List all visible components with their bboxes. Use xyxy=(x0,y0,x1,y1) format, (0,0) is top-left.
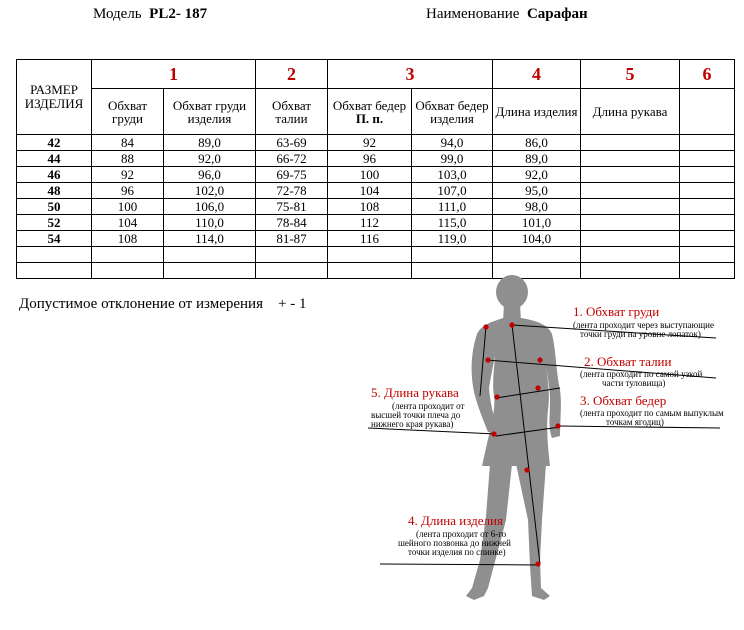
col-header xyxy=(680,89,735,135)
size-cell: 48 xyxy=(17,183,92,199)
value-cell: 95,0 xyxy=(493,183,581,199)
value-cell xyxy=(581,135,680,151)
label-note: точки изделия по спинке) xyxy=(408,547,506,557)
value-cell xyxy=(581,247,680,263)
size-cell: 50 xyxy=(17,199,92,215)
label-note: точкам ягодиц) xyxy=(606,417,664,427)
value-cell: 96,0 xyxy=(164,167,256,183)
marker-dot xyxy=(535,561,540,566)
value-cell: 89,0 xyxy=(493,151,581,167)
marker-dot xyxy=(485,357,490,362)
value-cell: 98,0 xyxy=(493,199,581,215)
col-number: 1 xyxy=(92,60,256,89)
label-note: высшей точки плеча до xyxy=(371,410,461,420)
value-cell: 86,0 xyxy=(493,135,581,151)
marker-dot xyxy=(524,467,529,472)
value-cell xyxy=(680,215,735,231)
marker-dot xyxy=(494,394,499,399)
value-cell: 110,0 xyxy=(164,215,256,231)
value-cell xyxy=(581,167,680,183)
value-cell: 112 xyxy=(328,215,412,231)
label-title: 1. Обхват груди xyxy=(573,304,660,319)
model-value: PL2- 187 xyxy=(149,6,208,22)
value-cell: 116 xyxy=(328,231,412,247)
value-cell xyxy=(581,183,680,199)
value-cell xyxy=(680,199,735,215)
col-header-hips xyxy=(328,89,412,135)
value-cell xyxy=(412,247,493,263)
marker-dot xyxy=(483,324,488,329)
label-sleeve xyxy=(371,385,465,429)
size-cell: 52 xyxy=(17,215,92,231)
value-cell xyxy=(493,247,581,263)
marker-dot xyxy=(509,322,514,327)
value-cell: 107,0 xyxy=(412,183,493,199)
value-cell xyxy=(680,135,735,151)
value-cell xyxy=(164,247,256,263)
table-body xyxy=(17,135,735,279)
value-cell xyxy=(581,231,680,247)
value-cell: 69-75 xyxy=(256,167,328,183)
value-cell xyxy=(92,247,164,263)
label-note: (лента проходит через выступающие xyxy=(573,320,714,330)
value-cell: 119,0 xyxy=(412,231,493,247)
label-title: 3. Обхват бедер xyxy=(580,393,667,408)
label-note: шейного позвонка до нижней xyxy=(398,538,511,548)
tolerance-label: Допустимое отклонение от измерения xyxy=(19,296,263,312)
label-title: 2. Обхват талии xyxy=(584,354,672,369)
value-cell xyxy=(680,231,735,247)
model-header xyxy=(93,6,207,23)
size-header: РАЗМЕР ИЗДЕЛИЯ xyxy=(17,60,92,135)
value-cell: 100 xyxy=(92,199,164,215)
label-note: нижнего края рукава) xyxy=(371,419,454,429)
value-cell: 99,0 xyxy=(412,151,493,167)
value-cell: 115,0 xyxy=(412,215,493,231)
table-row xyxy=(17,215,735,231)
value-cell: 63-69 xyxy=(256,135,328,151)
size-cell: 42 xyxy=(17,135,92,151)
col-header: Обхват бедер xyxy=(332,97,407,113)
table-row xyxy=(17,247,735,263)
size-cell: 46 xyxy=(17,167,92,183)
value-cell: 96 xyxy=(328,151,412,167)
value-cell: 101,0 xyxy=(493,215,581,231)
label-note: точки груди на уровне лопаток) xyxy=(580,329,701,339)
col-number: 4 xyxy=(493,60,581,89)
value-cell: 108 xyxy=(328,199,412,215)
value-cell: 114,0 xyxy=(164,231,256,247)
col-header: Обхват талии xyxy=(256,89,328,135)
marker-dot xyxy=(537,357,542,362)
value-cell: 84 xyxy=(92,135,164,151)
label-note: (лента проходит от xyxy=(392,401,465,411)
value-cell: 92 xyxy=(92,167,164,183)
size-cell: 44 xyxy=(17,151,92,167)
value-cell: 100 xyxy=(328,167,412,183)
value-cell xyxy=(581,151,680,167)
marker-dot xyxy=(555,423,560,428)
tolerance-value: + - 1 xyxy=(277,296,307,312)
name-header xyxy=(426,6,588,23)
value-cell xyxy=(680,167,735,183)
value-cell: 94,0 xyxy=(412,135,493,151)
size-cell xyxy=(17,247,92,263)
value-cell: 89,0 xyxy=(164,135,256,151)
col-number: 5 xyxy=(581,60,680,89)
value-cell: 106,0 xyxy=(164,199,256,215)
value-cell: 104 xyxy=(92,215,164,231)
value-cell: 88 xyxy=(92,151,164,167)
label-length xyxy=(398,513,511,557)
length-leader-line xyxy=(380,564,540,565)
name-value: Сарафан xyxy=(526,6,588,22)
value-cell: 66-72 xyxy=(256,151,328,167)
name-label: Наименование xyxy=(426,6,520,22)
value-cell xyxy=(680,151,735,167)
label-waist xyxy=(580,354,703,388)
label-hips xyxy=(580,393,724,427)
marker-dot xyxy=(535,385,540,390)
col-number: 2 xyxy=(256,60,328,89)
marker-dot xyxy=(491,431,496,436)
value-cell xyxy=(328,247,412,263)
value-cell: 78-84 xyxy=(256,215,328,231)
measurement-figure xyxy=(0,270,744,630)
value-cell: 92,0 xyxy=(164,151,256,167)
value-cell: 75-81 xyxy=(256,199,328,215)
value-cell xyxy=(680,247,735,263)
label-note: (лента проходит по самым выпуклым xyxy=(580,408,724,418)
value-cell: 108 xyxy=(92,231,164,247)
label-note: (лента проходит по самой узкой xyxy=(580,369,703,379)
col-header: Длина рукава xyxy=(581,89,680,135)
value-cell xyxy=(581,215,680,231)
value-cell: 81-87 xyxy=(256,231,328,247)
col-header: Длина изделия xyxy=(493,89,581,135)
label-title: 4. Длина изделия xyxy=(408,513,503,528)
label-note: части туловища) xyxy=(602,378,666,388)
right-leg-shape xyxy=(516,464,550,600)
size-table xyxy=(16,59,735,279)
col-number: 3 xyxy=(328,60,493,89)
table-row xyxy=(17,151,735,167)
col-header: Обхват бедер изделия xyxy=(412,89,493,135)
table-row xyxy=(17,183,735,199)
col-header-note: П. п. xyxy=(355,110,384,126)
col-header: Обхват груди изделия xyxy=(164,89,256,135)
value-cell: 104 xyxy=(328,183,412,199)
table-row xyxy=(17,231,735,247)
value-cell xyxy=(256,247,328,263)
value-cell: 72-78 xyxy=(256,183,328,199)
label-title: 5. Длина рукава xyxy=(371,385,459,400)
col-number: 6 xyxy=(680,60,735,89)
value-cell: 102,0 xyxy=(164,183,256,199)
value-cell: 96 xyxy=(92,183,164,199)
value-cell xyxy=(581,199,680,215)
size-cell: 54 xyxy=(17,231,92,247)
label-chest xyxy=(573,304,714,339)
table-row xyxy=(17,135,735,151)
value-cell: 92,0 xyxy=(493,167,581,183)
value-cell: 111,0 xyxy=(412,199,493,215)
table-row xyxy=(17,199,735,215)
value-cell xyxy=(680,183,735,199)
value-cell: 103,0 xyxy=(412,167,493,183)
col-header: Обхват груди xyxy=(92,89,164,135)
table-row xyxy=(17,167,735,183)
model-label: Модель xyxy=(93,6,142,22)
value-cell: 104,0 xyxy=(493,231,581,247)
value-cell: 92 xyxy=(328,135,412,151)
label-note: (лента проходит от 6-го xyxy=(416,529,507,539)
